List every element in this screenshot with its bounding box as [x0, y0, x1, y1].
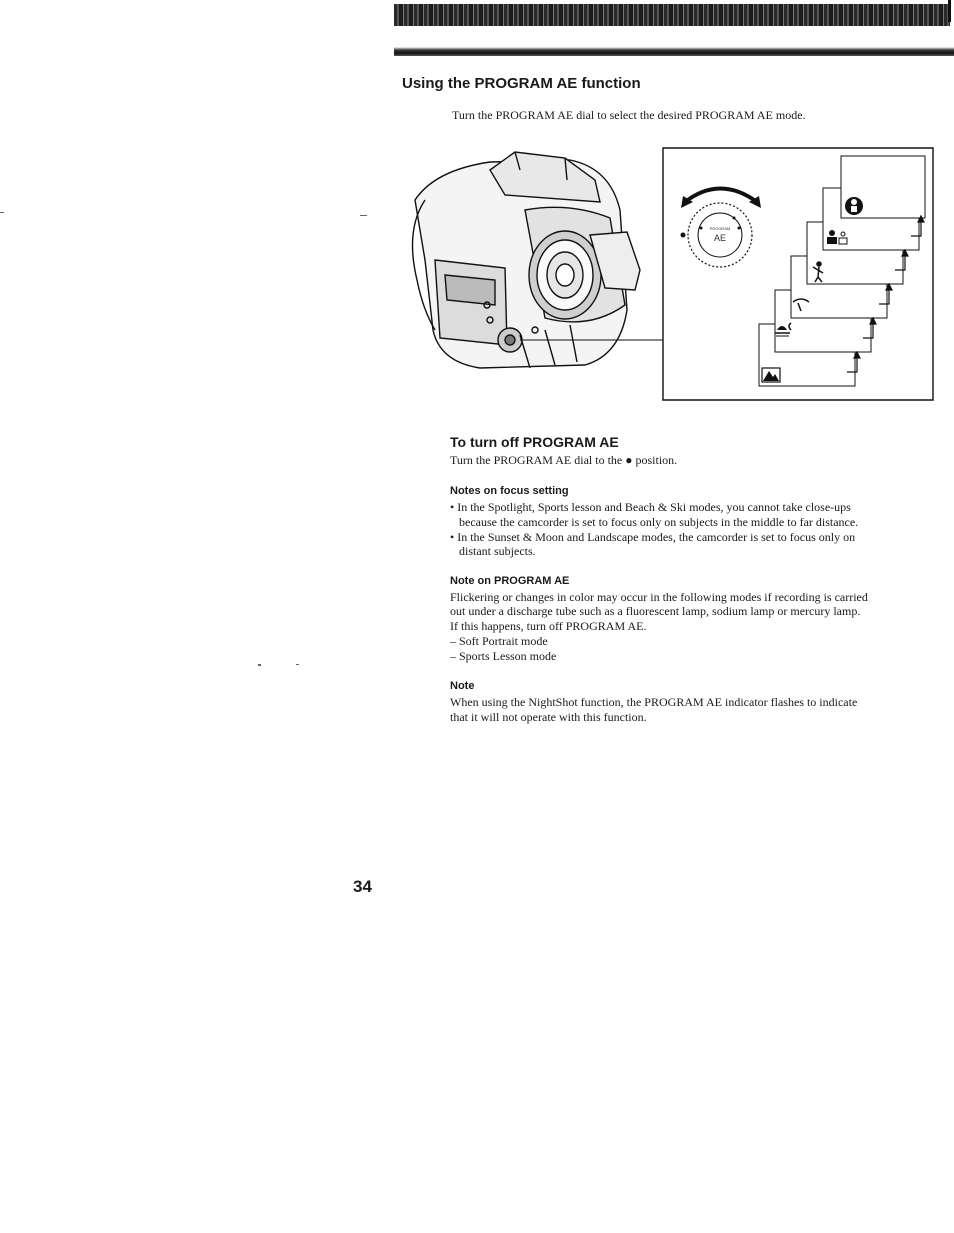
dial-label: AE	[713, 233, 727, 243]
note-line1: When using the NightShot function, the PROGRAM AE indicator flashes to indicate	[450, 695, 858, 709]
notes-focus-bullet2-line2: distant subjects.	[459, 544, 536, 558]
dial-small-label: PROGRAM	[709, 226, 731, 231]
scan-mark	[258, 664, 261, 666]
turn-off-text	[450, 453, 677, 468]
note-program-item1: – Soft Portrait mode	[450, 634, 548, 648]
scan-mark	[360, 215, 367, 216]
header-rule	[394, 47, 954, 56]
dot-symbol: ●	[625, 453, 633, 467]
note-line2: that it will not operate with this function.	[450, 710, 647, 724]
note-program-title: Note on PROGRAM AE	[450, 575, 570, 587]
section-instruction: Turn the PROGRAM AE dial to select the desired PROGRAM AE mode.	[452, 108, 806, 122]
rotation-arrow	[685, 189, 757, 203]
edge-tab-mark	[948, 0, 951, 22]
camcorder-illustration	[413, 152, 641, 368]
off-position-dot	[681, 233, 686, 238]
note-program-line1: Flickering or changes in color may occur in the following modes if recording is carried	[450, 590, 868, 604]
scan-mark	[0, 212, 4, 213]
program-ae-dial	[681, 189, 762, 268]
notes-focus-bullet1-line2: because the camcorder is set to focus only on subjects in the middle to far distance.	[459, 515, 859, 529]
note-program-line2: out under a discharge tube such as a fluorescent lamp, sodium lamp or mercury lamp.	[450, 604, 861, 618]
spotlight-icon	[845, 197, 863, 215]
note-program-line3: If this happens, turn off PROGRAM AE.	[450, 619, 647, 633]
note-program-item2: – Sports Lesson mode	[450, 649, 557, 663]
notes-focus-title: Notes on focus setting	[450, 485, 569, 497]
landscape-icon	[762, 368, 780, 382]
section-title: Using the PROGRAM AE function	[402, 75, 641, 92]
notes-focus-bullet2-line1: • In the Sunset & Moon and Landscape modes, the camcorder is set to focus only on	[450, 530, 856, 544]
turn-off-text-after: position.	[635, 453, 678, 467]
program-ae-figure	[395, 140, 940, 405]
notes-focus-bullet1-line1: • In the Spotlight, Sports lesson and Beach & Ski modes, you cannot take close-ups	[450, 500, 851, 514]
scan-mark	[296, 664, 299, 665]
page-number: 34	[353, 877, 372, 896]
turn-off-text-before: Turn the PROGRAM AE dial to the	[450, 453, 623, 467]
turn-off-title: To turn off PROGRAM AE	[450, 434, 619, 450]
header-band	[394, 4, 950, 26]
note-title: Note	[450, 680, 475, 692]
